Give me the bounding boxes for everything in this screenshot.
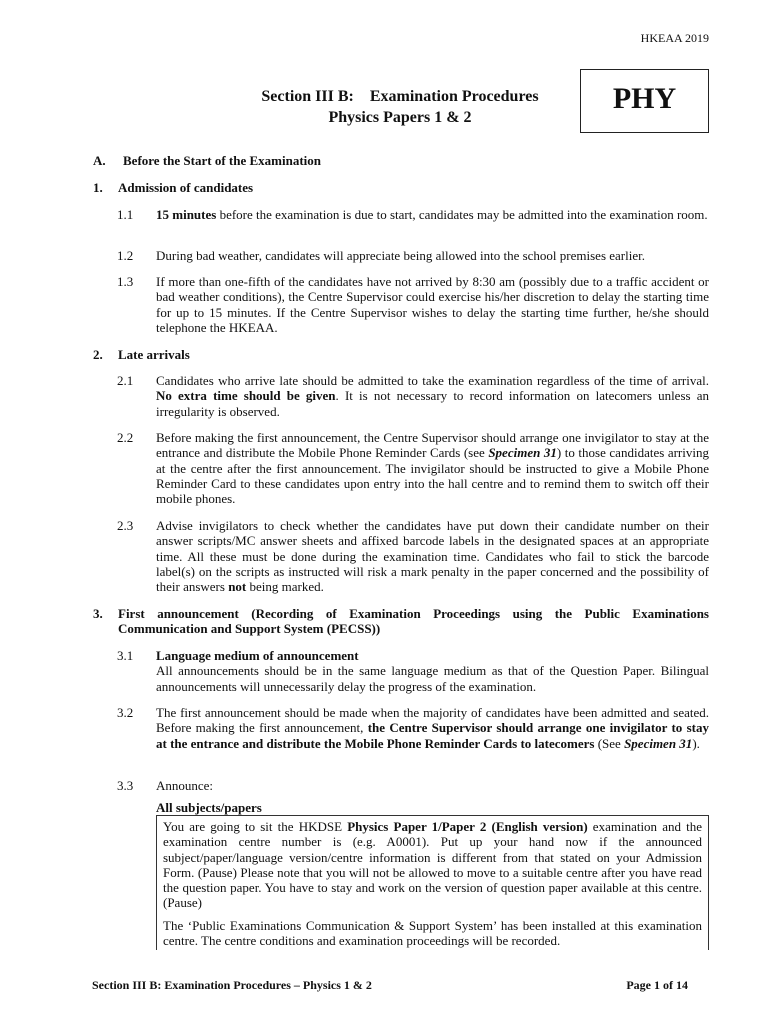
section-a-title: Before the Start of the Examination: [123, 153, 321, 168]
section-a-number: A.: [93, 153, 106, 168]
item-1-1-number: 1.1: [117, 207, 134, 222]
subject-code-box: PHY: [580, 69, 709, 133]
item-2-1-text: Candidates who arrive late should be admitted to take the examination regardless of the time of arrival. No extra time should be given. It is not necessary to record information on latecomers unless an irregularity is observed.: [156, 373, 709, 419]
header-org-year: HKEAA 2019: [640, 31, 709, 45]
sec3-title: First announcement (Recording of Examination Proceedings using the Public Examinations Communication and Support System (PECSS)): [118, 606, 709, 637]
announcement-paragraph-1: You are going to sit the HKDSE Physics Paper 1/Paper 2 (English version) examination and the examination centre number is (e.g. A0001). Put up your hand now if the announced subject/paper/language version/centre information is different from that stated on your Admission Form. (Pause) Please note that you will not be allowed to move to a suitable centre after you have read the question paper. You have to stay and work on the version of question paper available at this centre. (Pause): [163, 819, 702, 911]
item-2-3-text: Advise invigilators to check whether the candidates have put down their candidate number on their answer scripts/MC answer sheets and affixed barcode labels in the designated spaces at an appropriate time. All these must be done during the examination time. Candidates who fail to stick the barcode label(s) on the scripts as instructed will risk a mark penalty in the paper concerned and the possibility of their answers not being marked.: [156, 518, 709, 595]
sec2-title: Late arrivals: [118, 347, 190, 362]
item-1-2-number: 1.2: [117, 248, 134, 263]
item-3-1-heading: Language medium of announcement: [156, 648, 359, 663]
item-1-3-number: 1.3: [117, 274, 134, 289]
item-3-3-subhead: All subjects/papers: [156, 800, 262, 815]
footer-section-label: Section III B: Examination Procedures – Physics 1 & 2: [92, 978, 372, 992]
sec2-number: 2.: [93, 347, 103, 362]
item-3-2-number: 3.2: [117, 705, 134, 720]
announcement-box: [156, 815, 709, 950]
title-line-1: Section III B: Examination Procedures: [261, 88, 539, 105]
title-line-2: Physics Papers 1 & 2: [328, 109, 472, 126]
item-3-1-body: All announcements should be in the same language medium as that of the Question Paper. Bilingual announcements will unnecessarily delay the progress of the examination.: [156, 663, 709, 694]
item-3-2-text: The first announcement should be made when the majority of candidates have been admitted and seated. Before making the first announcement, the Centre Supervisor should arrange one invigilator to stay at the entrance and distribute the Mobile Phone Reminder Cards to latecomers (See Specimen 31).: [156, 705, 709, 751]
item-2-1-number: 2.1: [117, 373, 134, 388]
item-1-1-text: 15 minutes before the examination is due to start, candidates may be admitted into the examination room.: [156, 207, 708, 222]
item-3-1-text: [156, 648, 709, 694]
item-1-3-text: If more than one-fifth of the candidates have not arrived by 8:30 am (possibly due to a traffic accident or bad weather conditions), the Centre Supervisor could exercise his/her discretion to delay the starting time for up to 15 minutes. If the Centre Supervisor wishes to delay the starting time further, he/she should telephone the HKEAA.: [156, 274, 709, 335]
item-3-1-number: 3.1: [117, 648, 134, 663]
footer-page-number: Page 1 of 14: [626, 978, 688, 992]
item-1-2-text: During bad weather, candidates will appreciate being allowed into the school premises earlier.: [156, 248, 645, 263]
page-title: [160, 86, 640, 128]
item-3-3-text: Announce:: [156, 778, 214, 793]
item-3-3-number: 3.3: [117, 778, 134, 793]
item-2-3-number: 2.3: [117, 518, 134, 533]
item-2-2-number: 2.2: [117, 430, 134, 445]
sec1-number: 1.: [93, 180, 103, 195]
item-2-2-text: Before making the first announcement, the Centre Supervisor should arrange one invigilator to stay at the entrance and distribute the Mobile Phone Reminder Cards (see Specimen 31) to those candidates arriving at the centre after the first announcement. The invigilator should be instructed to give a Mobile Phone Reminder Card to these candidates upon entry into the hall centre and to remind them to switch off their mobile phones.: [156, 430, 709, 507]
sec3-number: 3.: [93, 606, 103, 621]
announcement-paragraph-2: The ‘Public Examinations Communication & Support System’ has been installed at this examination centre. The centre conditions and examination proceedings will be recorded.: [163, 917, 702, 949]
sec1-title: Admission of candidates: [118, 180, 254, 195]
